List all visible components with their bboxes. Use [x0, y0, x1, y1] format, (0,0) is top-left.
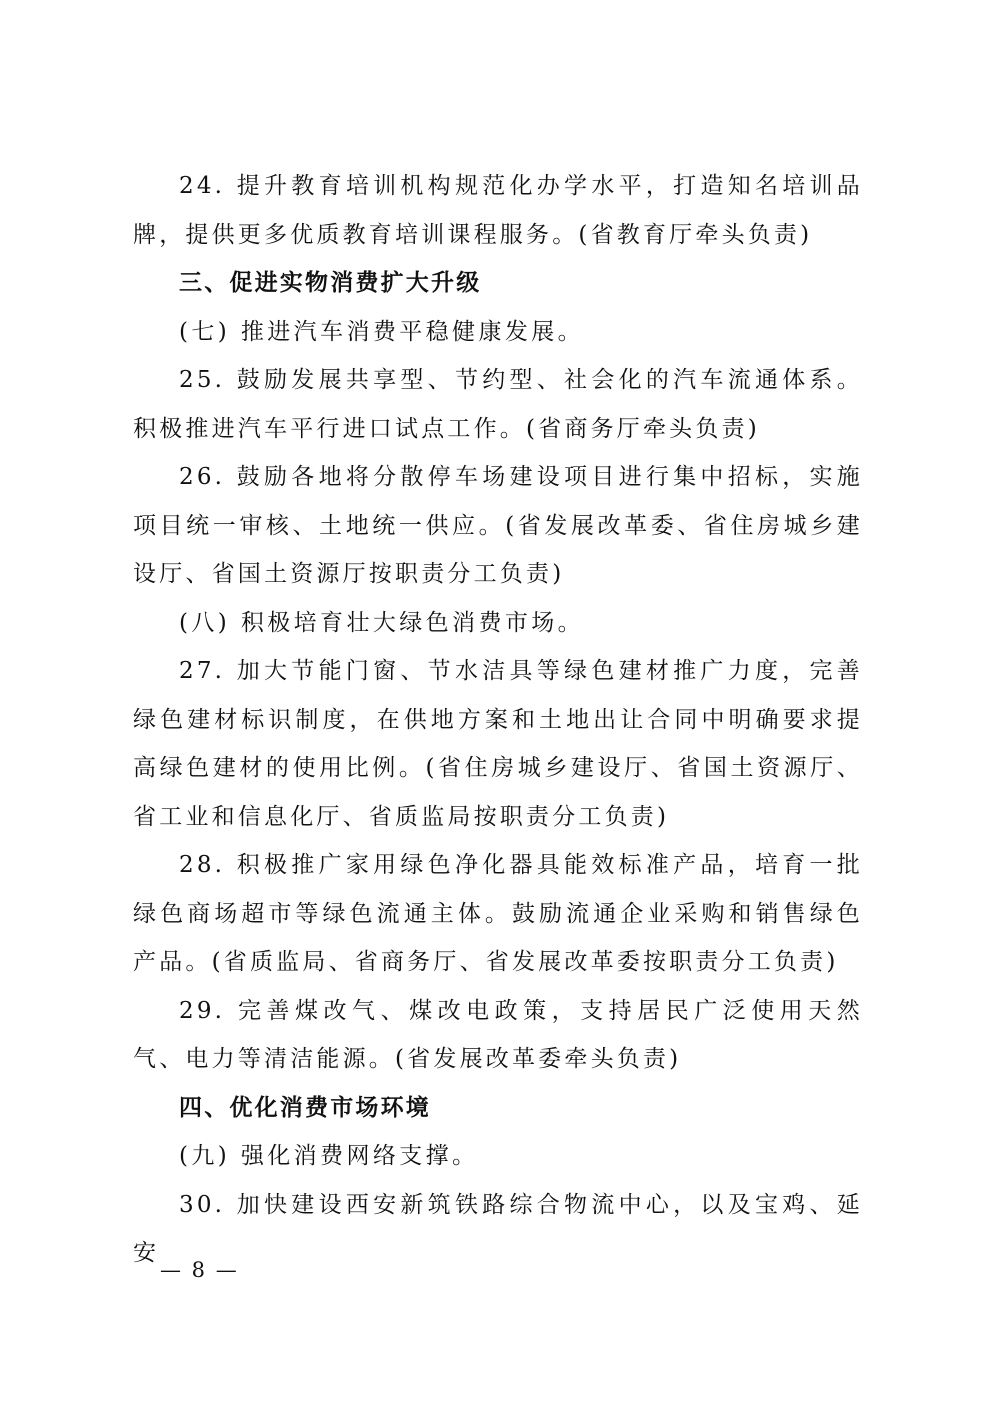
subsection-9: (九) 强化消费网络支撑。 [179, 1143, 479, 1169]
item-28: 28. 积极推广家用绿色净化器具能效标准产品，培育一批绿色商场超市等绿色流通主体。鼓励流通企业采购和销售绿色产品。(省质监局、省商务厅、省发展改革委按职责分工负责) [133, 852, 863, 975]
item-27: 27. 加大节能门窗、节水洁具等绿色建材推广力度，完善绿色建材标识制度，在供地方案和土地出让合同中明确要求提高绿色建材的使用比例。(省住房城乡建设厅、省国土资源厅、省工业和信息化厅、省质监局按职责分工负责) [133, 658, 863, 830]
item-24: 24. 提升教育培训机构规范化办学水平，打造知名培训品牌，提供更多优质教育培训课程服务。(省教育厅牵头负责) [133, 173, 863, 248]
section-heading-4: 四、优化消费市场环境 [179, 1094, 431, 1121]
section-heading-3: 三、促进实物消费扩大升级 [179, 270, 482, 296]
document-body [133, 162, 863, 1278]
item-29: 29. 完善煤改气、煤改电政策，支持居民广泛使用天然气、电力等清洁能源。(省发展改革委牵头负责) [133, 997, 863, 1072]
subsection-7: (七) 推进汽车消费平稳健康发展。 [179, 318, 585, 345]
item-30: 30. 加快建设西安新筑铁路综合物流中心，以及宝鸡、延安 [133, 1191, 863, 1266]
page-number: — 8 — [160, 1258, 239, 1282]
subsection-8: (八) 积极培育壮大绿色消费市场。 [179, 609, 585, 636]
item-26: 26. 鼓励各地将分散停车场建设项目进行集中招标，实施项目统一审核、土地统一供应。(省发展改革委、省住房城乡建设厅、省国土资源厅按职责分工负责) [133, 464, 863, 587]
item-25: 25. 鼓励发展共享型、节约型、社会化的汽车流通体系。积极推进汽车平行进口试点工作。(省商务厅牵头负责) [133, 367, 863, 442]
